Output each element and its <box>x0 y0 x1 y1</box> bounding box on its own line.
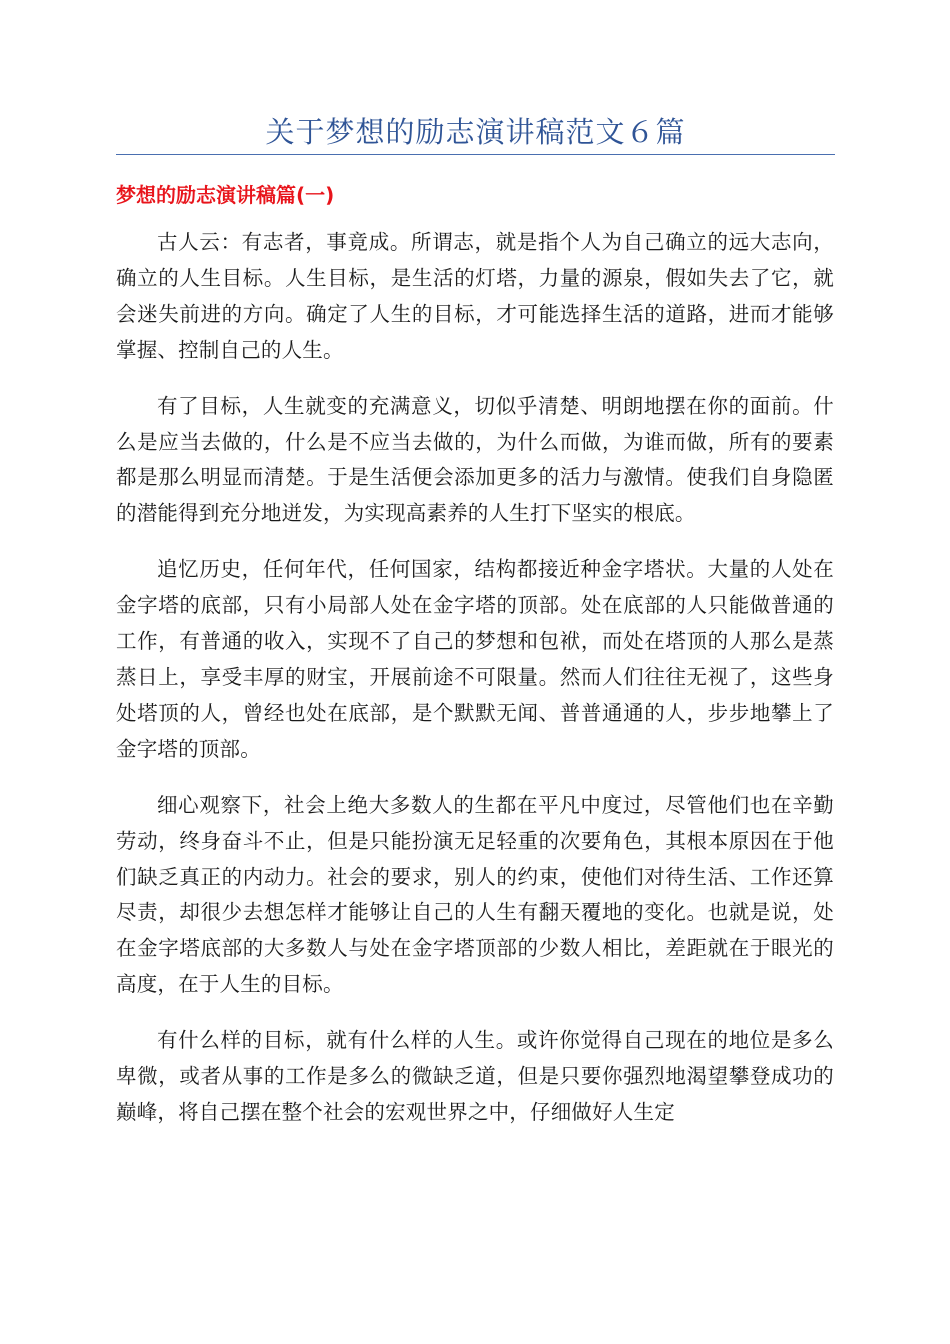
paragraph-2: 有了目标，人生就变的充满意义，切似乎清楚、明朗地摆在你的面前。什么是应当去做的，什么是不应当去做的，为什么而做，为谁而做，所有的要素都是那么明显而清楚。于是生活便会添加更多的活力与激情。使我们自身隐匿的潜能得到充分地迸发，为实现高素养的人生打下坚实的根底。 <box>116 393 834 526</box>
document-title: 关于梦想的励志演讲稿范文６篇 <box>265 115 686 149</box>
paragraph-4: 细心观察下，社会上绝大多数人的生都在平凡中度过，尽管他们也在辛勤劳动，终身奋斗不止，但是只能扮演无足轻重的次要角色，其根本原因在于他们缺乏真正的内动力。社会的要求，别人的约束，使他们对待生活、工作还算尽责，却很少去想怎样才能够让自己的人生有翻天覆地的变化。也就是说，处在金字塔底部的大多数人与处在金字塔顶部的少数人相比，差距就在于眼光的高度，在于人生的目标。 <box>116 792 834 997</box>
body-text <box>116 225 834 1151</box>
paragraph-5: 有什么样的目标，就有什么样的人生。或许你觉得自己现在的地位是多么卑微，或者从事的工作是多么的微缺乏道，但是只要你强烈地渴望攀登成功的巅峰，将自己摆在整个社会的宏观世界之中，仔细做好人生定 <box>116 1028 834 1124</box>
section-heading: 梦想的励志演讲稿篇(一) <box>116 183 335 207</box>
paragraph-3: 追忆历史，任何年代，任何国家，结构都接近种金字塔状。大量的人处在金字塔的底部，只有小局部人处在金字塔的顶部。处在底部的人只能做普通的工作，有普通的收入，实现不了自己的梦想和包袱，而处在塔顶的人那么是蒸蒸日上，享受丰厚的财宝，开展前途不可限量。然而人们往往无视了，这些身处塔顶的人，曾经也处在底部，是个默默无闻、普普通通的人，步步地攀上了金字塔的顶部。 <box>116 557 834 761</box>
title-underline <box>116 154 835 155</box>
paragraph-1: 古人云：有志者，事竟成。所谓志，就是指个人为自己确立的远大志向，确立的人生目标。人生目标，是生活的灯塔，力量的源泉，假如失去了它，就会迷失前进的方向。确定了人生的目标，才可能选择生活的道路，进而才能够掌握、控制自己的人生。 <box>116 230 834 362</box>
